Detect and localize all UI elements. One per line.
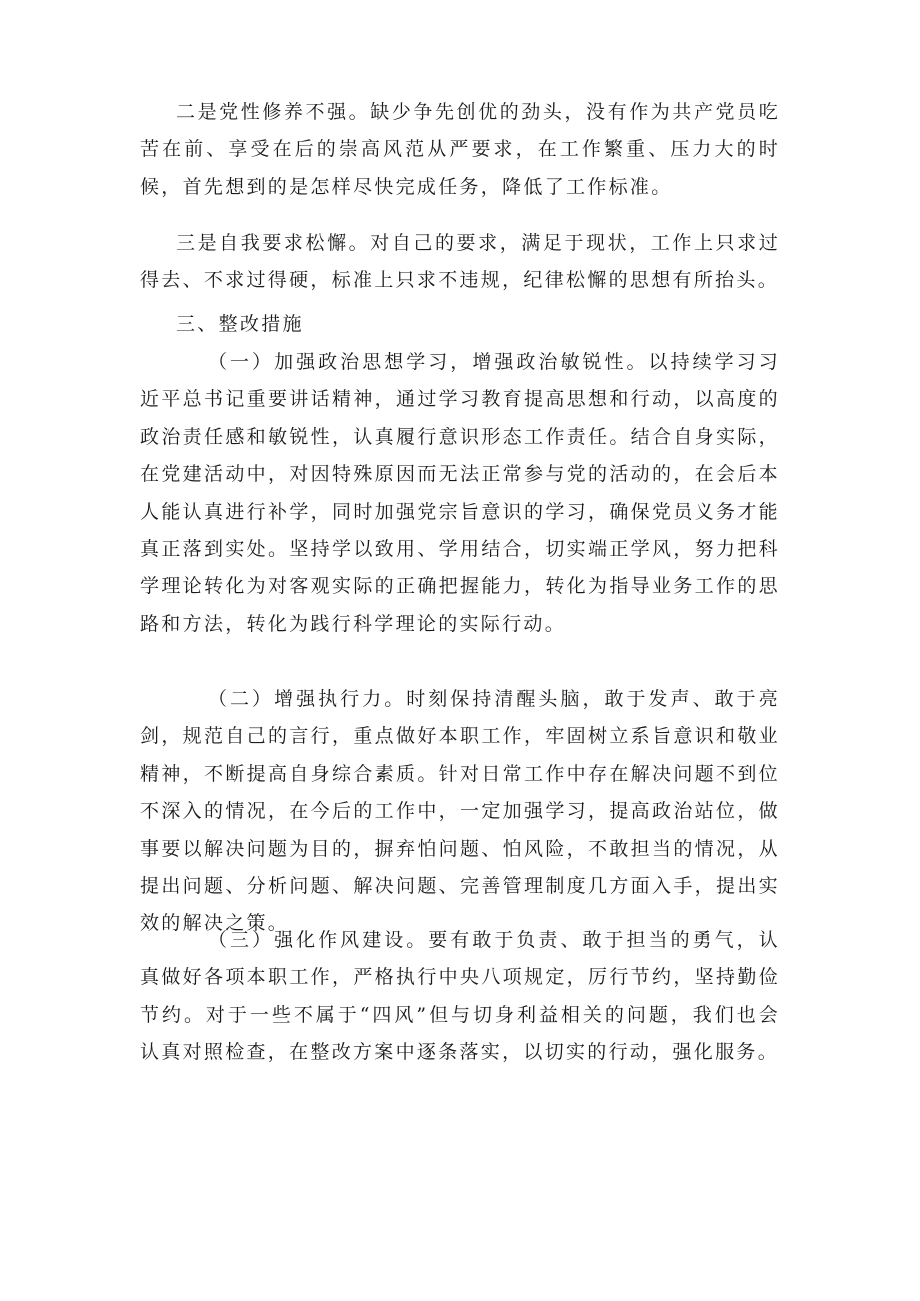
paragraph-party-spirit: 二是党性修养不强。缺少争先创优的劲头，没有作为共产党员吃苦在前、享受在后的崇高风范从严要求，在工作繁重、压力大的时候，首先想到的是怎样尽快完成任务，降低了工作标准。: [140, 101, 780, 198]
paragraph-self-demand: 三是自我要求松懈。对自己的要求，满足于现状，工作上只求过得去、不求过得硬，标准上只求不违规，纪律松懈的思想有所抬头。: [140, 232, 780, 292]
measure-1-paragraph: （一）加强政治思想学习，增强政治敏锐性。以持续学习习近平总书记重要讲话精神，通过学习教育提高思想和行动，以高度的政治责任感和敏锐性，认真履行意识形态工作责任。结合自身实际，在党建活动中，对因特殊原因而无法正常参与党的活动的，在会后本人能认真进行补学，同时加强党宗旨意识的学习，确保党员义务才能真正落到实处。坚持学以致用、学用结合，切实端正学风，努力把科学理论转化为对客观实际的正确把握能力，转化为指导业务工作的思路和方法，转化为践行科学理论的实际行动。: [140, 351, 780, 635]
measure-3-paragraph: （三）强化作风建设。要有敢于负责、敢于担当的勇气，认真做好各项本职工作，严格执行中央八项规定，厉行节约，坚持勤俭节约。对于一些不属于“四风”但与切身利益相关的问题，我们也会认真对照检查，在整改方案中逐条落实，以切实的行动，强化服务。: [140, 929, 780, 1064]
measure-2-paragraph: （二）增强执行力。时刻保持清醒头脑，敢于发声、敢于亮剑，规范自己的言行，重点做好本职工作，牢固树立系旨意识和敬业精神，不断提高自身综合素质。针对日常工作中存在解决问题不到位不深入的情况，在今后的工作中，一定加强学习，提高政治站位，做事要以解决问题为目的，摒弃怕问题、怕风险，不敢担当的情况，从提出问题、分析问题、解决问题、完善管理制度几方面入手，提出实效的解决之策。: [140, 688, 780, 935]
section-heading-measures: 三、整改措施: [176, 313, 304, 335]
